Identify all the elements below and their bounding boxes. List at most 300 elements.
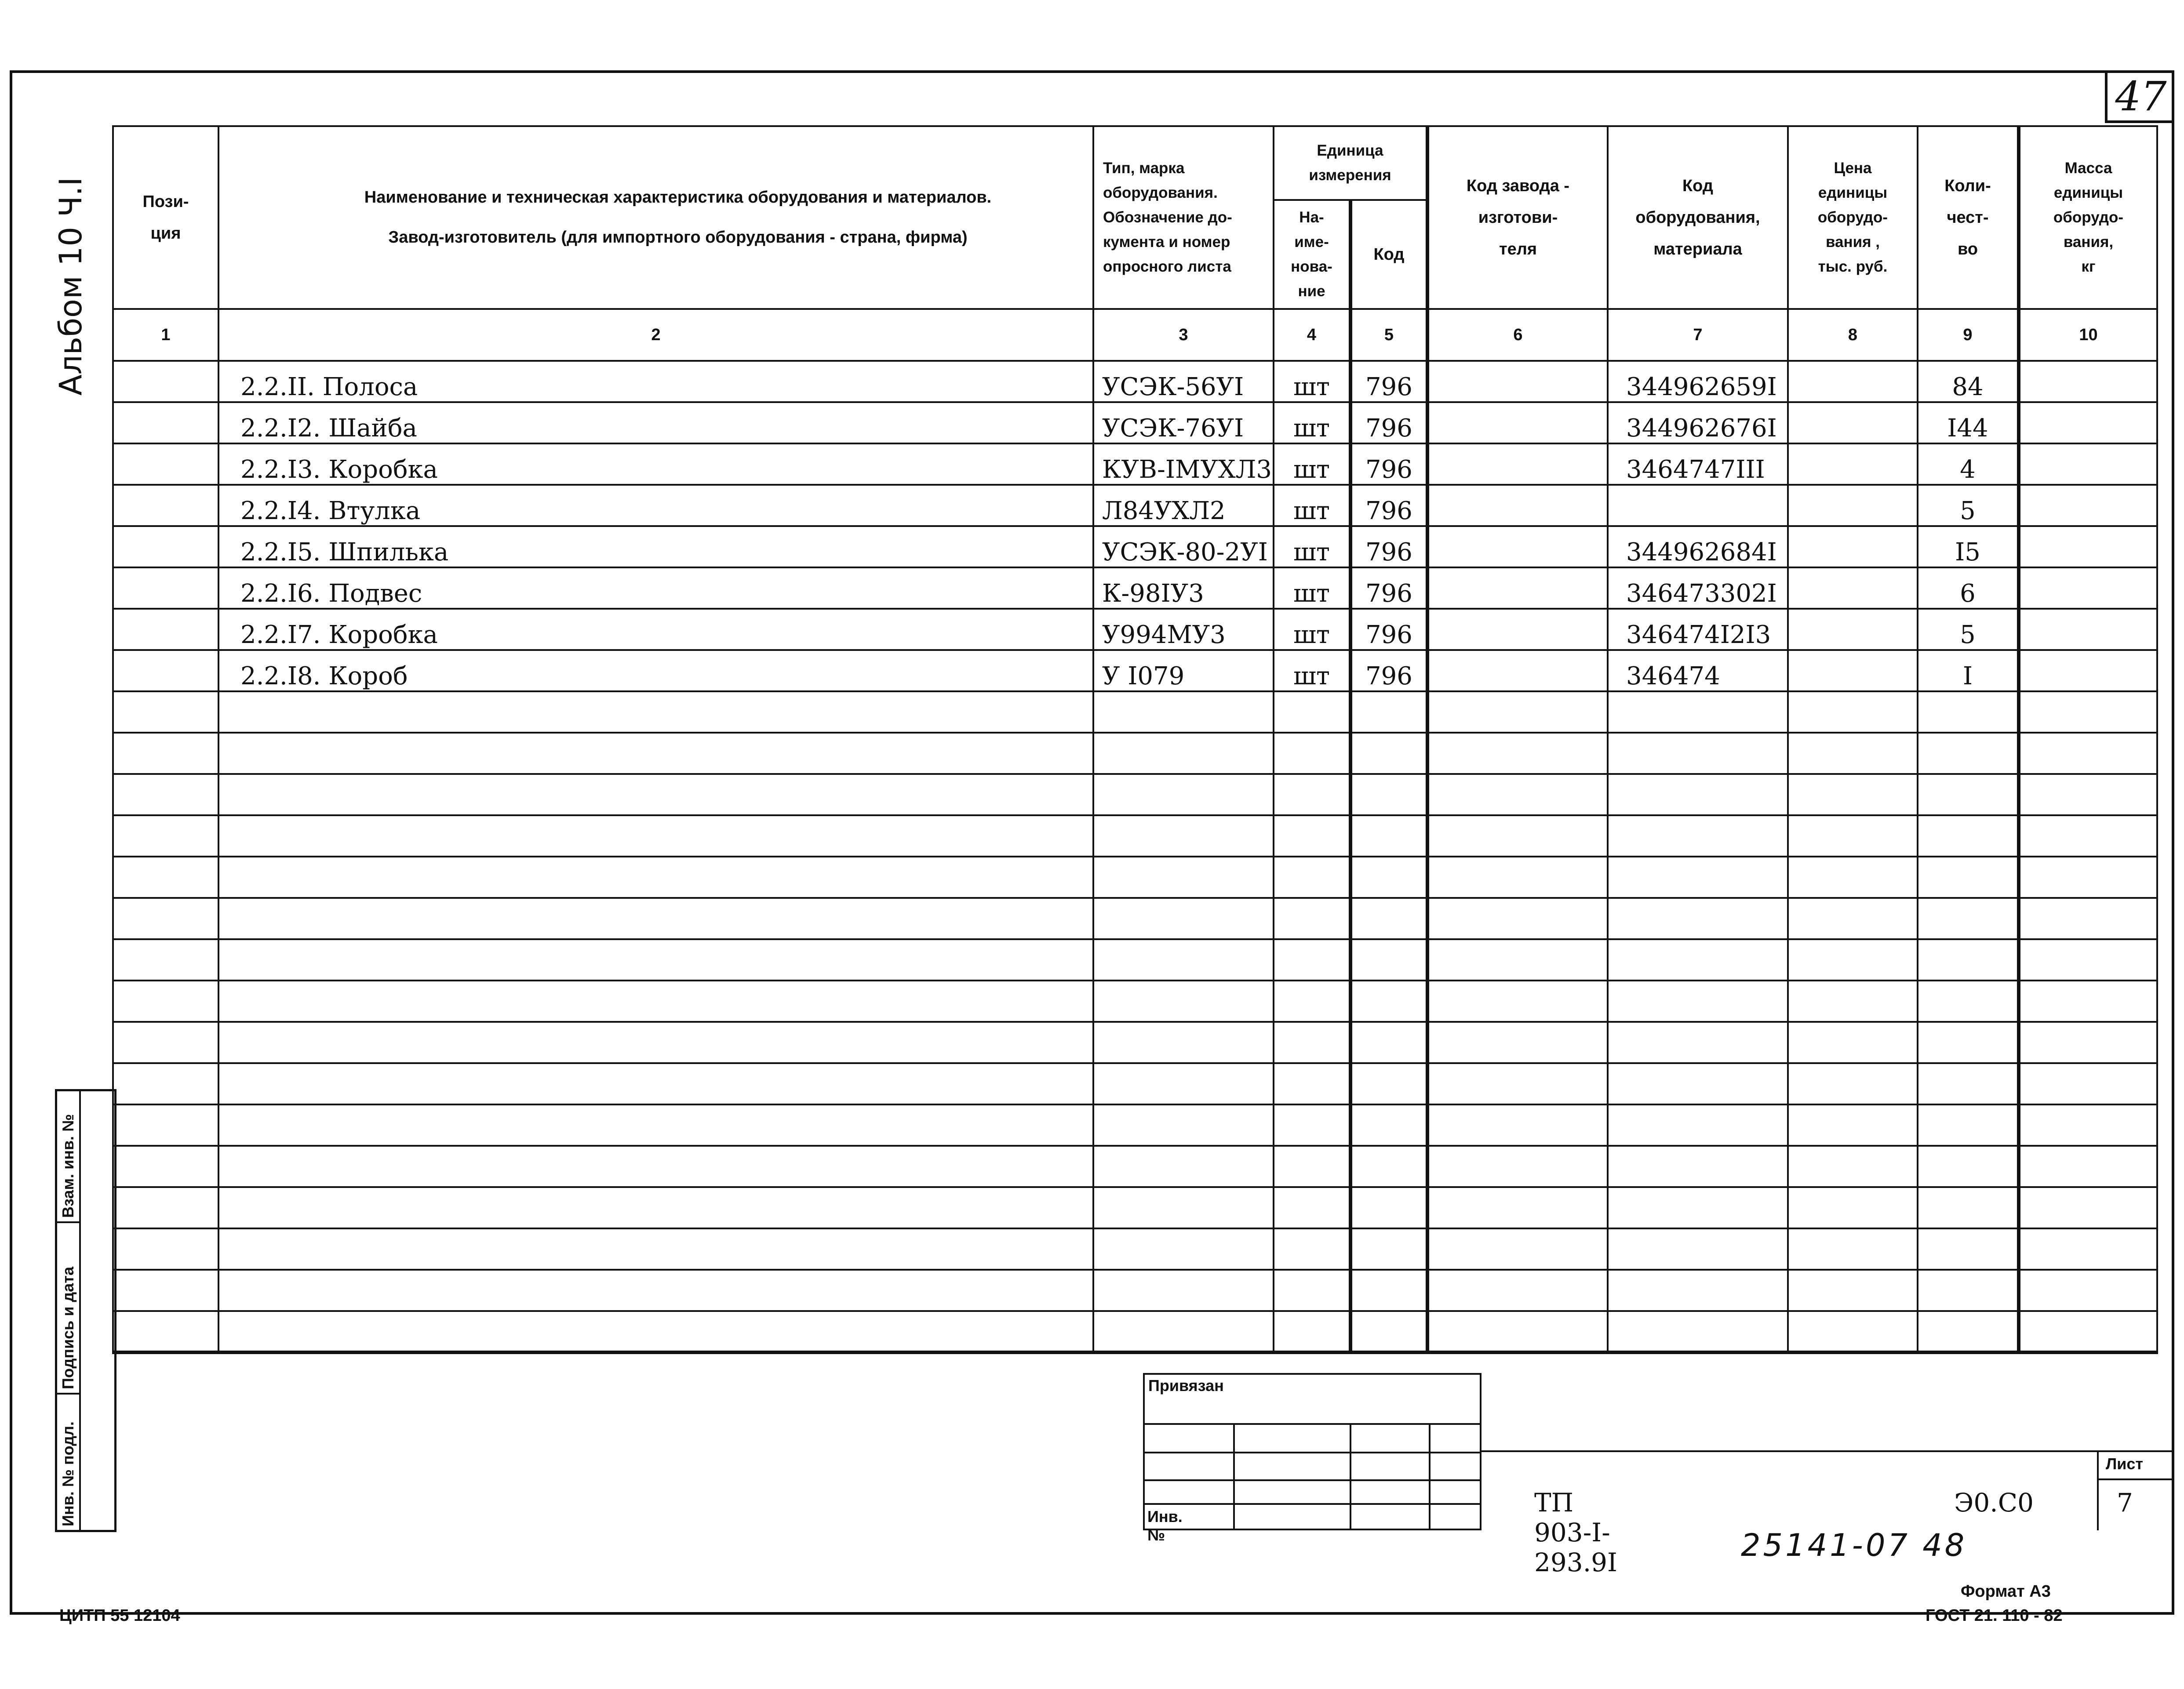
header-plant-code: Код завода - изготови- теля bbox=[1427, 126, 1608, 309]
cell-col-5 bbox=[1350, 898, 1427, 939]
cell-col-1 bbox=[113, 1311, 218, 1352]
cell-col-2: 2.2.I2. Шайба bbox=[218, 402, 1093, 443]
cell-col-8 bbox=[1788, 939, 1918, 981]
cell-col-4: шт bbox=[1274, 402, 1350, 443]
cell-col-1 bbox=[113, 981, 218, 1022]
table-row bbox=[113, 1270, 2157, 1311]
cell-col-1 bbox=[113, 567, 218, 609]
cell-col-5 bbox=[1350, 1063, 1427, 1104]
cell-col-3 bbox=[1093, 1104, 1274, 1146]
header-equipment-code: Код оборудования, материала bbox=[1608, 126, 1788, 309]
cell-col-2 bbox=[218, 857, 1093, 898]
cell-col-2: 2.2.I8. Короб bbox=[218, 650, 1093, 691]
stamp-inv-podl: Инв. № подл. bbox=[59, 1421, 77, 1526]
table-body bbox=[113, 361, 2157, 1352]
cell-col-7 bbox=[1608, 857, 1788, 898]
cell-col-9 bbox=[1918, 1270, 2019, 1311]
cell-col-1 bbox=[113, 609, 218, 650]
cell-col-6 bbox=[1427, 815, 1608, 857]
cell-col-3 bbox=[1093, 1228, 1274, 1270]
cell-col-6 bbox=[1427, 1104, 1608, 1146]
cell-col-10 bbox=[2019, 691, 2157, 733]
header-unit-name: На- име- нова- ние bbox=[1274, 200, 1350, 309]
cell-col-10 bbox=[2019, 567, 2157, 609]
cell-col-9 bbox=[1918, 857, 2019, 898]
cell-col-4 bbox=[1274, 1063, 1350, 1104]
cell-col-8 bbox=[1788, 1311, 1918, 1352]
cell-col-7: 344962659I bbox=[1608, 361, 1788, 402]
cell-col-7 bbox=[1608, 898, 1788, 939]
column-number-row bbox=[113, 309, 2157, 361]
cell-col-3 bbox=[1093, 1022, 1274, 1063]
cell-col-3 bbox=[1093, 1311, 1274, 1352]
cell-col-5 bbox=[1350, 774, 1427, 815]
cell-col-4 bbox=[1274, 981, 1350, 1022]
table-row bbox=[113, 1228, 2157, 1270]
header-row bbox=[113, 126, 2157, 200]
cell-col-5: 796 bbox=[1350, 443, 1427, 485]
header-unit-group: Единица измерения bbox=[1274, 126, 1427, 200]
cell-col-1 bbox=[113, 1187, 218, 1228]
cell-col-10 bbox=[2019, 650, 2157, 691]
cell-col-2: 2.2.I4. Втулка bbox=[218, 485, 1093, 526]
cell-col-6 bbox=[1427, 526, 1608, 567]
cell-col-9: 6 bbox=[1918, 567, 2019, 609]
cell-col-7 bbox=[1608, 1228, 1788, 1270]
cell-col-7: 346474I2I3 bbox=[1608, 609, 1788, 650]
cell-col-3 bbox=[1093, 1063, 1274, 1104]
header-name: Наименование и техническая характеристика оборудования и материалов. Завод-изготовитель (для импортного оборудования - страна, фирма) bbox=[218, 126, 1093, 309]
cell-col-9: 4 bbox=[1918, 443, 2019, 485]
cell-col-10 bbox=[2019, 1104, 2157, 1146]
cell-col-9: I5 bbox=[1918, 526, 2019, 567]
cell-col-9 bbox=[1918, 1146, 2019, 1187]
cell-col-4 bbox=[1274, 733, 1350, 774]
cell-col-1 bbox=[113, 939, 218, 981]
cell-col-3: УСЭК-80-2УI bbox=[1093, 526, 1274, 567]
footer-format: Формат А3 bbox=[1961, 1582, 2051, 1601]
cell-col-10 bbox=[2019, 1187, 2157, 1228]
cell-col-8 bbox=[1788, 1270, 1918, 1311]
cell-col-4 bbox=[1274, 1146, 1350, 1187]
cell-col-5: 796 bbox=[1350, 485, 1427, 526]
cell-col-7 bbox=[1608, 1063, 1788, 1104]
cell-col-6 bbox=[1427, 1146, 1608, 1187]
table-row bbox=[113, 485, 2157, 526]
cell-col-7 bbox=[1608, 485, 1788, 526]
cell-col-9 bbox=[1918, 939, 2019, 981]
cell-col-3: К-98IУ3 bbox=[1093, 567, 1274, 609]
cell-col-4 bbox=[1274, 691, 1350, 733]
cell-col-3: Л84УХЛ2 bbox=[1093, 485, 1274, 526]
cell-col-2 bbox=[218, 1270, 1093, 1311]
table-row bbox=[113, 443, 2157, 485]
cell-col-4 bbox=[1274, 857, 1350, 898]
cell-col-8 bbox=[1788, 1228, 1918, 1270]
cell-col-4: шт bbox=[1274, 567, 1350, 609]
cell-col-9: I bbox=[1918, 650, 2019, 691]
cell-col-10 bbox=[2019, 857, 2157, 898]
cell-col-7 bbox=[1608, 1022, 1788, 1063]
column-number: 1 bbox=[113, 309, 218, 361]
cell-col-3: У I079 bbox=[1093, 650, 1274, 691]
cell-col-9 bbox=[1918, 1311, 2019, 1352]
table-row bbox=[113, 1187, 2157, 1228]
cell-col-9 bbox=[1918, 815, 2019, 857]
cell-col-6 bbox=[1427, 1311, 1608, 1352]
cell-col-2 bbox=[218, 815, 1093, 857]
cell-col-3 bbox=[1093, 691, 1274, 733]
cell-col-5 bbox=[1350, 1187, 1427, 1228]
cell-col-7 bbox=[1608, 1270, 1788, 1311]
cell-col-2 bbox=[218, 939, 1093, 981]
header-type: Тип, марка оборудования. Обозначение до- кумента и номер опросного листа bbox=[1093, 126, 1274, 309]
cell-col-10 bbox=[2019, 402, 2157, 443]
cell-col-3: УСЭК-56УI bbox=[1093, 361, 1274, 402]
cell-col-2 bbox=[218, 1104, 1093, 1146]
cell-col-10 bbox=[2019, 733, 2157, 774]
table-row bbox=[113, 981, 2157, 1022]
cell-col-7 bbox=[1608, 1311, 1788, 1352]
column-number: 2 bbox=[218, 309, 1093, 361]
cell-col-7 bbox=[1608, 815, 1788, 857]
cell-col-10 bbox=[2019, 1146, 2157, 1187]
cell-col-3 bbox=[1093, 981, 1274, 1022]
cell-col-5 bbox=[1350, 1146, 1427, 1187]
cell-col-3 bbox=[1093, 857, 1274, 898]
cell-col-10 bbox=[2019, 1228, 2157, 1270]
cell-col-10 bbox=[2019, 361, 2157, 402]
footer-left: ЦИТП 55 12104 bbox=[59, 1606, 180, 1625]
column-number: 6 bbox=[1427, 309, 1608, 361]
document-code: ТП 903-I- 293.9I bbox=[1534, 1488, 1617, 1577]
specification-table bbox=[112, 125, 2158, 1354]
cell-col-7 bbox=[1608, 1187, 1788, 1228]
cell-col-7: 346473302I bbox=[1608, 567, 1788, 609]
cell-col-3 bbox=[1093, 733, 1274, 774]
cell-col-8 bbox=[1788, 650, 1918, 691]
table-row bbox=[113, 733, 2157, 774]
cell-col-10 bbox=[2019, 526, 2157, 567]
cell-col-2 bbox=[218, 1228, 1093, 1270]
cell-col-9 bbox=[1918, 774, 2019, 815]
cell-col-6 bbox=[1427, 939, 1608, 981]
cell-col-4 bbox=[1274, 1228, 1350, 1270]
cell-col-2 bbox=[218, 733, 1093, 774]
cell-col-8 bbox=[1788, 443, 1918, 485]
cell-col-3 bbox=[1093, 1270, 1274, 1311]
cell-col-8 bbox=[1788, 1104, 1918, 1146]
cell-col-8 bbox=[1788, 1187, 1918, 1228]
column-number: 4 bbox=[1274, 309, 1350, 361]
cell-col-3 bbox=[1093, 898, 1274, 939]
cell-col-8 bbox=[1788, 898, 1918, 939]
cell-col-5: 796 bbox=[1350, 609, 1427, 650]
cell-col-6 bbox=[1427, 774, 1608, 815]
cell-col-6 bbox=[1427, 1228, 1608, 1270]
table-row bbox=[113, 402, 2157, 443]
cell-col-4: шт bbox=[1274, 650, 1350, 691]
cell-col-2 bbox=[218, 1146, 1093, 1187]
cell-col-1 bbox=[113, 733, 218, 774]
cell-col-6 bbox=[1427, 898, 1608, 939]
cell-col-10 bbox=[2019, 981, 2157, 1022]
header-quantity: Коли- чест- во bbox=[1918, 126, 2019, 309]
cell-col-6 bbox=[1427, 361, 1608, 402]
table-row bbox=[113, 1104, 2157, 1146]
table-row bbox=[113, 361, 2157, 402]
cell-col-2 bbox=[218, 691, 1093, 733]
table-row bbox=[113, 526, 2157, 567]
cell-col-1 bbox=[113, 815, 218, 857]
table-row bbox=[113, 774, 2157, 815]
cell-col-5: 796 bbox=[1350, 361, 1427, 402]
cell-col-3: У994МУ3 bbox=[1093, 609, 1274, 650]
cell-col-9 bbox=[1918, 981, 2019, 1022]
cell-col-7: 344962684I bbox=[1608, 526, 1788, 567]
cell-col-10 bbox=[2019, 939, 2157, 981]
cell-col-2 bbox=[218, 1311, 1093, 1352]
cell-col-1 bbox=[113, 898, 218, 939]
handwritten-number: 25141-07 48 bbox=[1741, 1527, 1967, 1563]
cell-col-4 bbox=[1274, 1187, 1350, 1228]
table-row bbox=[113, 1022, 2157, 1063]
cell-col-9 bbox=[1918, 1063, 2019, 1104]
cell-col-9: 5 bbox=[1918, 485, 2019, 526]
cell-col-8 bbox=[1788, 1063, 1918, 1104]
cell-col-1 bbox=[113, 1146, 218, 1187]
table-row bbox=[113, 939, 2157, 981]
column-number: 3 bbox=[1093, 309, 1274, 361]
cell-col-2: 2.2.II. Полоса bbox=[218, 361, 1093, 402]
cell-col-6 bbox=[1427, 650, 1608, 691]
cell-col-10 bbox=[2019, 485, 2157, 526]
cell-col-8 bbox=[1788, 981, 1918, 1022]
cell-col-3 bbox=[1093, 1187, 1274, 1228]
cell-col-3 bbox=[1093, 1146, 1274, 1187]
cell-col-7 bbox=[1608, 774, 1788, 815]
cell-col-5 bbox=[1350, 691, 1427, 733]
cell-col-7: 344962676I bbox=[1608, 402, 1788, 443]
cell-col-5: 796 bbox=[1350, 402, 1427, 443]
cell-col-9: 84 bbox=[1918, 361, 2019, 402]
cell-col-1 bbox=[113, 691, 218, 733]
stamp-grid bbox=[1143, 1423, 1481, 1530]
cell-col-8 bbox=[1788, 567, 1918, 609]
cell-col-1 bbox=[113, 650, 218, 691]
cell-col-4 bbox=[1274, 939, 1350, 981]
table-row bbox=[113, 857, 2157, 898]
cell-col-7 bbox=[1608, 1104, 1788, 1146]
inv-no-label: Инв. № bbox=[1147, 1507, 1183, 1544]
cell-col-10 bbox=[2019, 1270, 2157, 1311]
cell-col-9 bbox=[1918, 898, 2019, 939]
cell-col-5 bbox=[1350, 1311, 1427, 1352]
cell-col-10 bbox=[2019, 774, 2157, 815]
cell-col-1 bbox=[113, 485, 218, 526]
cell-col-6 bbox=[1427, 567, 1608, 609]
cell-col-5 bbox=[1350, 733, 1427, 774]
cell-col-8 bbox=[1788, 733, 1918, 774]
cell-col-8 bbox=[1788, 1022, 1918, 1063]
column-number: 10 bbox=[2019, 309, 2157, 361]
cell-col-7 bbox=[1608, 1146, 1788, 1187]
footer-gost: ГОСТ 21. 110 - 82 bbox=[1926, 1606, 2063, 1625]
cell-col-10 bbox=[2019, 443, 2157, 485]
cell-col-8 bbox=[1788, 361, 1918, 402]
table-row bbox=[113, 650, 2157, 691]
cell-col-2 bbox=[218, 1187, 1093, 1228]
cell-col-8 bbox=[1788, 526, 1918, 567]
cell-col-5 bbox=[1350, 857, 1427, 898]
table-row bbox=[113, 567, 2157, 609]
column-number: 5 bbox=[1350, 309, 1427, 361]
cell-col-1 bbox=[113, 361, 218, 402]
cell-col-3 bbox=[1093, 815, 1274, 857]
cell-col-8 bbox=[1788, 815, 1918, 857]
cell-col-5 bbox=[1350, 1270, 1427, 1311]
cell-col-4 bbox=[1274, 898, 1350, 939]
cell-col-5 bbox=[1350, 1022, 1427, 1063]
cell-col-2 bbox=[218, 898, 1093, 939]
cell-col-8 bbox=[1788, 691, 1918, 733]
cell-col-1 bbox=[113, 1270, 218, 1311]
cell-col-1 bbox=[113, 526, 218, 567]
cell-col-4 bbox=[1274, 774, 1350, 815]
cell-col-7 bbox=[1608, 939, 1788, 981]
cell-col-8 bbox=[1788, 857, 1918, 898]
cell-col-1 bbox=[113, 1228, 218, 1270]
cell-col-10 bbox=[2019, 609, 2157, 650]
cell-col-6 bbox=[1427, 691, 1608, 733]
header-price: Цена единицы оборудо- вания , тыс. руб. bbox=[1788, 126, 1918, 309]
cell-col-7 bbox=[1608, 981, 1788, 1022]
cell-col-9 bbox=[1918, 733, 2019, 774]
cell-col-9 bbox=[1918, 1187, 2019, 1228]
cell-col-1 bbox=[113, 402, 218, 443]
cell-col-6 bbox=[1427, 609, 1608, 650]
section-code: Э0.С0 bbox=[1954, 1488, 2034, 1518]
cell-col-10 bbox=[2019, 1022, 2157, 1063]
cell-col-9: 5 bbox=[1918, 609, 2019, 650]
cell-col-6 bbox=[1427, 733, 1608, 774]
cell-col-4: шт bbox=[1274, 443, 1350, 485]
cell-col-7: 3464747III bbox=[1608, 443, 1788, 485]
cell-col-4 bbox=[1274, 1311, 1350, 1352]
cell-col-6 bbox=[1427, 1270, 1608, 1311]
side-stamp bbox=[55, 1089, 116, 1532]
table-row bbox=[113, 898, 2157, 939]
cell-col-5 bbox=[1350, 1228, 1427, 1270]
cell-col-6 bbox=[1427, 485, 1608, 526]
cell-col-4 bbox=[1274, 1104, 1350, 1146]
cell-col-8 bbox=[1788, 1146, 1918, 1187]
cell-col-1 bbox=[113, 857, 218, 898]
sheet-number: 7 bbox=[2117, 1488, 2133, 1518]
album-label: Альбом 10 Ч.I bbox=[53, 177, 89, 396]
cell-col-2 bbox=[218, 981, 1093, 1022]
cell-col-5 bbox=[1350, 1104, 1427, 1146]
cell-col-3 bbox=[1093, 774, 1274, 815]
header-unit-code: Код bbox=[1350, 200, 1427, 309]
cell-col-1 bbox=[113, 1063, 218, 1104]
cell-col-5 bbox=[1350, 981, 1427, 1022]
cell-col-8 bbox=[1788, 609, 1918, 650]
cell-col-4: шт bbox=[1274, 526, 1350, 567]
column-number: 7 bbox=[1608, 309, 1788, 361]
cell-col-6 bbox=[1427, 402, 1608, 443]
cell-col-9 bbox=[1918, 1022, 2019, 1063]
cell-col-4 bbox=[1274, 815, 1350, 857]
cell-col-1 bbox=[113, 443, 218, 485]
cell-col-9 bbox=[1918, 1104, 2019, 1146]
cell-col-5 bbox=[1350, 815, 1427, 857]
cell-col-3: КУВ-IМУХЛ3 bbox=[1093, 443, 1274, 485]
table-row bbox=[113, 691, 2157, 733]
cell-col-6 bbox=[1427, 981, 1608, 1022]
cell-col-7: 346474 bbox=[1608, 650, 1788, 691]
cell-col-7 bbox=[1608, 733, 1788, 774]
privyazan-label: Привязан bbox=[1148, 1377, 1224, 1395]
cell-col-2: 2.2.I7. Коробка bbox=[218, 609, 1093, 650]
cell-col-6 bbox=[1427, 1187, 1608, 1228]
cell-col-2: 2.2.I5. Шпилька bbox=[218, 526, 1093, 567]
cell-col-10 bbox=[2019, 898, 2157, 939]
cell-col-10 bbox=[2019, 1063, 2157, 1104]
cell-col-2 bbox=[218, 774, 1093, 815]
cell-col-5 bbox=[1350, 939, 1427, 981]
cell-col-2 bbox=[218, 1022, 1093, 1063]
cell-col-9: I44 bbox=[1918, 402, 2019, 443]
cell-col-3 bbox=[1093, 939, 1274, 981]
cell-col-6 bbox=[1427, 443, 1608, 485]
stamp-vzam: Взам. инв. № bbox=[57, 1091, 79, 1223]
table-row bbox=[113, 1311, 2157, 1352]
stamp-podpis: Подпись и дата bbox=[57, 1223, 79, 1395]
cell-col-8 bbox=[1788, 402, 1918, 443]
cell-col-7 bbox=[1608, 691, 1788, 733]
table-row bbox=[113, 1063, 2157, 1104]
cell-col-4: шт bbox=[1274, 361, 1350, 402]
cell-col-5: 796 bbox=[1350, 567, 1427, 609]
cell-col-6 bbox=[1427, 1063, 1608, 1104]
cell-col-4 bbox=[1274, 1022, 1350, 1063]
cell-col-9 bbox=[1918, 1228, 2019, 1270]
column-number: 8 bbox=[1788, 309, 1918, 361]
table-row bbox=[113, 815, 2157, 857]
cell-col-6 bbox=[1427, 1022, 1608, 1063]
column-number: 9 bbox=[1918, 309, 2019, 361]
cell-col-1 bbox=[113, 1104, 218, 1146]
cell-col-5: 796 bbox=[1350, 650, 1427, 691]
cell-col-4: шт bbox=[1274, 609, 1350, 650]
sheet-label: Лист bbox=[2106, 1455, 2144, 1473]
cell-col-4 bbox=[1274, 1270, 1350, 1311]
cell-col-2 bbox=[218, 1063, 1093, 1104]
cell-col-2: 2.2.I3. Коробка bbox=[218, 443, 1093, 485]
cell-col-5: 796 bbox=[1350, 526, 1427, 567]
header-mass: Масса единицы оборудо- вания, кг bbox=[2019, 126, 2157, 309]
table-row bbox=[113, 609, 2157, 650]
table-row bbox=[113, 1146, 2157, 1187]
cell-col-8 bbox=[1788, 774, 1918, 815]
cell-col-2: 2.2.I6. Подвес bbox=[218, 567, 1093, 609]
header-position: Пози- ция bbox=[113, 126, 218, 309]
cell-col-10 bbox=[2019, 1311, 2157, 1352]
cell-col-8 bbox=[1788, 485, 1918, 526]
cell-col-1 bbox=[113, 1022, 218, 1063]
cell-col-9 bbox=[1918, 691, 2019, 733]
